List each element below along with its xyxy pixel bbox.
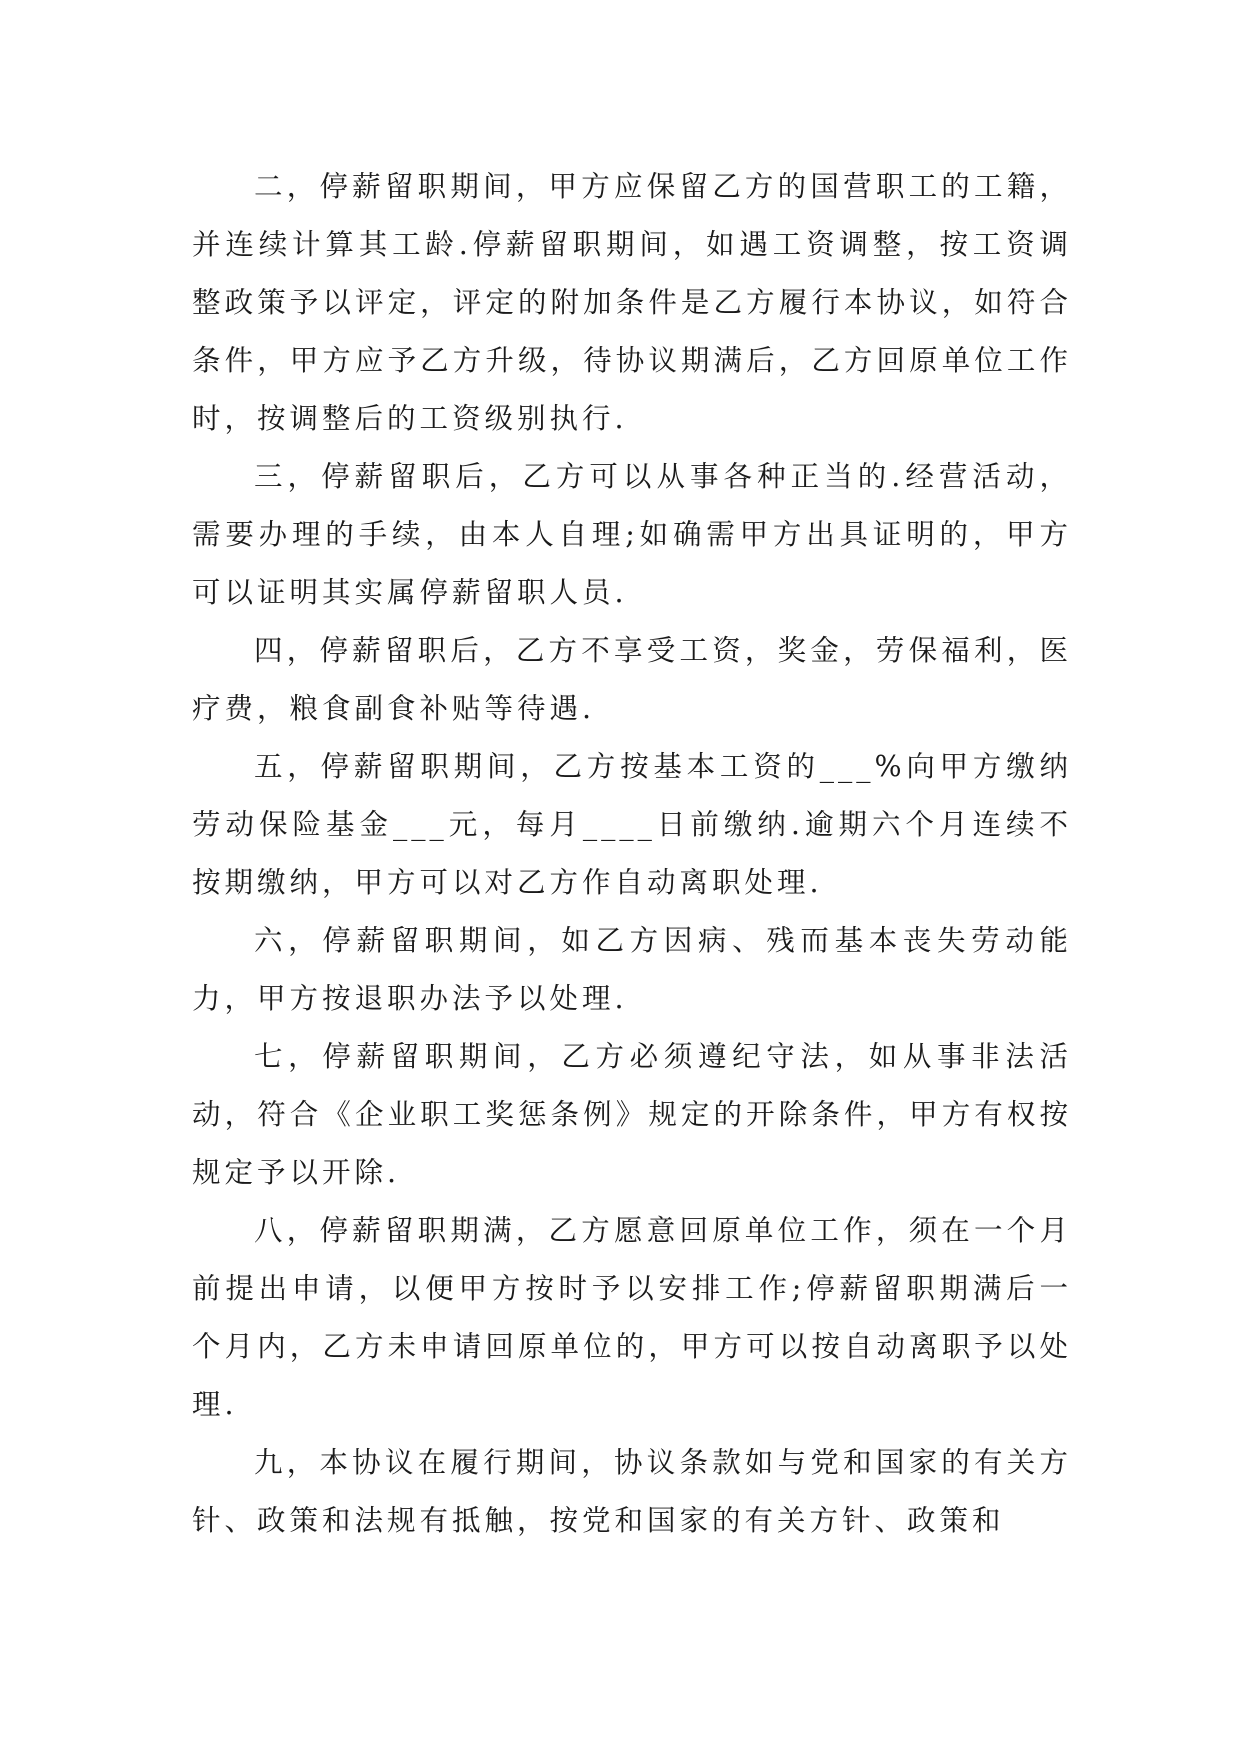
clause-6-paragraph: 六，停薪留职期间，如乙方因病、残而基本丧失劳动能力，甲方按退职办法予以处理. <box>192 924 1072 1015</box>
clause-5-paragraph: 五，停薪留职期间，乙方按基本工资的___%向甲方缴纳劳动保险基金___元，每月____日前缴纳.逾期六个月连续不按期缴纳，甲方可以对乙方作自动离职处理. <box>192 750 1072 899</box>
clause-2-paragraph: 二，停薪留职期间，甲方应保留乙方的国营职工的工籍，并连续计算其工龄.停薪留职期间，如遇工资调整，按工资调整政策予以评定，评定的附加条件是乙方履行本协议，如符合条件，甲方应予乙方升级，待协议期满后，乙方回原单位工作时，按调整后的工资级别执行. <box>192 170 1072 435</box>
document-body <box>192 158 1072 1550</box>
clause-4-paragraph: 四，停薪留职后，乙方不享受工资，奖金，劳保福利，医疗费，粮食副食补贴等待遇. <box>192 634 1072 725</box>
clause-7-paragraph: 七，停薪留职期间，乙方必须遵纪守法，如从事非法活动，符合《企业职工奖惩条例》规定的开除条件，甲方有权按规定予以开除. <box>192 1040 1072 1189</box>
clause-3-paragraph: 三，停薪留职后，乙方可以从事各种正当的.经营活动，需要办理的手续，由本人自理;如确需甲方出具证明的，甲方可以证明其实属停薪留职人员. <box>192 460 1072 609</box>
clause-8-paragraph: 八，停薪留职期满，乙方愿意回原单位工作，须在一个月前提出申请，以便甲方按时予以安排工作;停薪留职期满后一个月内，乙方未申请回原单位的，甲方可以按自动离职予以处理. <box>192 1214 1072 1421</box>
clause-9-paragraph: 九，本协议在履行期间，协议条款如与党和国家的有关方针、政策和法规有抵触，按党和国家的有关方针、政策和 <box>192 1446 1072 1537</box>
